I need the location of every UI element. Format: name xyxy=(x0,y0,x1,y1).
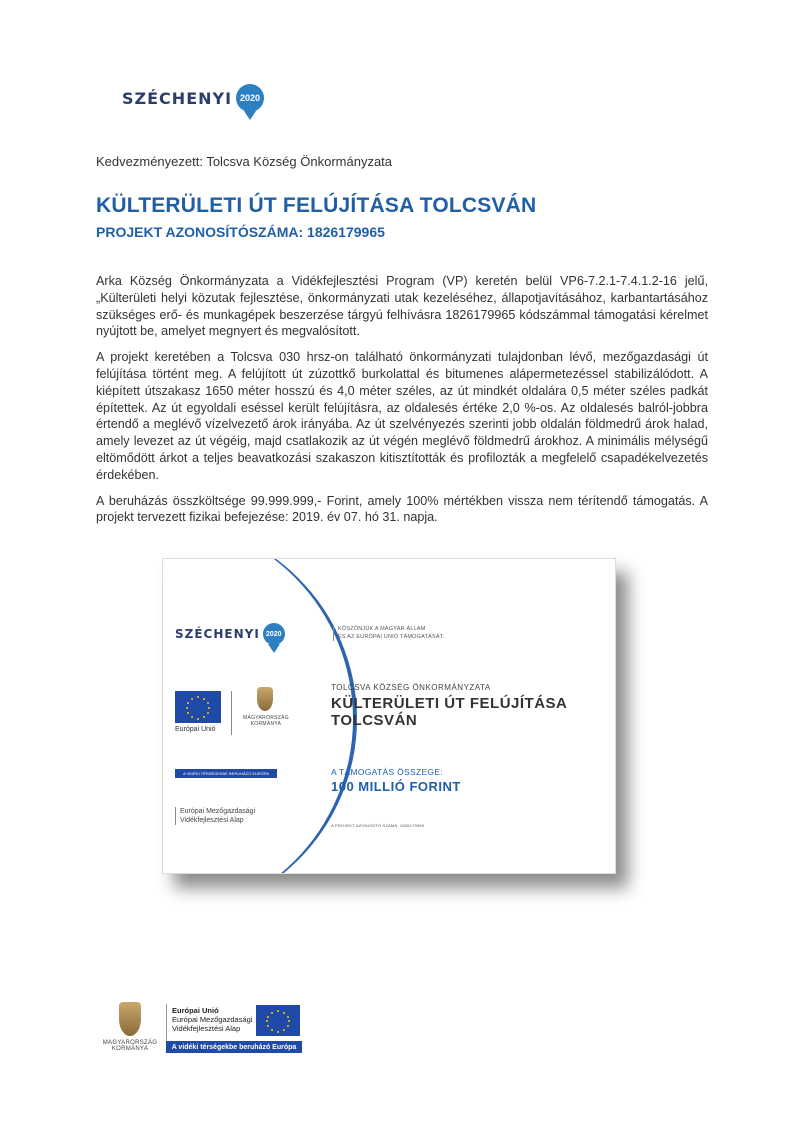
poster-title-line2: TOLCSVÁN xyxy=(331,712,418,729)
footer-eu-title: Európai Unió xyxy=(172,1006,219,1015)
poster-band: A VIDÉKI TÉRSÉGEKBE BERUHÁZÓ EURÓPA xyxy=(175,769,277,778)
poster-amount-label: A TÁMOGATÁS ÖSSZEGE: xyxy=(331,767,443,777)
szechenyi-logo xyxy=(122,84,264,112)
poster-logo-word: SZÉCHENYI xyxy=(175,627,260,641)
szechenyi-logo-word: SZÉCHENYI xyxy=(122,88,233,108)
poster-thanks xyxy=(333,625,444,641)
poster-pin-icon xyxy=(263,623,285,645)
poster-eu-label: Európai Unió xyxy=(175,726,216,733)
paragraph-project: A projekt keretében a Tolcsva 030 hrsz-on található önkormányzati tulajdonban lévő, mezőgazdasági út felújítása történt meg. A felújított út zúzottkő burkolattal és bitumenes alápermetezéssel stabilizálódott. A kiépített útszakasz 1650 méter hosszú és 4,0 méter széles, az út mindkét oldalára 0,5 méter széles padkát építettek. Az út egyoldali eséssel került felújításra, az oldalesés értéke 2,0 %-os. Az oldalesés balról-jobbra értendő a meglévő vízelvezető árok irányába. Az út szelvényezés szerinti jobb oldalán földmedrű árok halad, amely levezet az út végéig, majd csatlakozik az út végén meglévő földmedrű árokhoz. A minimális mélységű eltömődött árkot a teljes beavatkozási szakaszon kitisztították és profilozták a megfelelő csapadékelvezetés érdekében. xyxy=(96,350,708,482)
poster-gov-name xyxy=(235,715,297,727)
footer-eu-text xyxy=(172,1006,252,1033)
project-poster xyxy=(162,558,616,874)
footer-gov-line2: KORMÁNYA xyxy=(111,1046,149,1052)
footer-band: A vidéki térségekbe beruházó Európa xyxy=(166,1041,302,1053)
poster-project-id: A PROJEKT AZONOSÍTÓ SZÁMA: 1826179965 xyxy=(331,823,425,828)
footer-gov-line1: MAGYARORSZÁG xyxy=(102,1040,158,1046)
body-text xyxy=(96,273,708,535)
page-title: KÜLTERÜLETI ÚT FELÚJÍTÁSA TOLCSVÁN xyxy=(96,194,537,217)
poster-fund-line2: Vidékfejlesztési Alap xyxy=(180,817,244,824)
poster-logo-year: 2020 xyxy=(266,630,282,638)
poster-fund-block xyxy=(175,807,255,825)
poster-gov-line2: KORMÁNYA xyxy=(250,721,282,727)
footer-eu-fund2: Vidékfejlesztési Alap xyxy=(172,1024,241,1033)
eu-flag-icon xyxy=(175,691,221,723)
poster-szechenyi-logo xyxy=(175,623,285,645)
beneficiary-line: Kedvezményezett: Tolcsva Község Önkormányzata xyxy=(96,154,393,169)
szechenyi-pin-icon xyxy=(236,84,264,112)
footer-hungarian-crest-icon xyxy=(119,1002,141,1036)
paragraph-cost: A beruházás összköltsége 99.999.999,- Forint, amely 100% mértékben vissza nem térítendő támogatás. A projekt tervezett fizikai befejezése: 2019. év 07. hó 31. napja. xyxy=(96,493,708,525)
poster-amount: 100 MILLIÓ FORINT xyxy=(331,779,461,794)
poster-thanks-line1: KÖSZÖNJÜK A MAGYAR ÁLLAM xyxy=(338,626,426,632)
hungarian-crest-icon xyxy=(257,687,273,711)
poster-thanks-line2: ÉS AZ EURÓPAI UNIÓ TÁMOGATÁSÁT. xyxy=(338,634,445,640)
poster-org: TOLCSVA KÖZSÉG ÖNKORMÁNYZATA xyxy=(331,683,491,692)
footer-eu-fund1: Európai Mezőgazdasági xyxy=(172,1015,253,1024)
szechenyi-logo-year: 2020 xyxy=(240,93,261,103)
project-id: PROJEKT AZONOSÍTÓSZÁMA: 1826179965 xyxy=(96,224,385,240)
poster-title-line1: KÜLTERÜLETI ÚT FELÚJÍTÁSA xyxy=(331,695,568,712)
paragraph-intro: Arka Község Önkormányzata a Vidékfejlesztési Program (VP) keretén belül VP6-7.2.1-7.4.1.2-16 jelű, „Külterületi helyi közutak fejlesztése, önkormányzati utak kezeléséhez, állapotjavításához, karbantartásához szükséges erő- és munkagépek beszerzése tárgyú felhívásra 1826179965 kódszámmal támogatási kérelmet nyújtott be, amelyet megnyert és megvalósított. xyxy=(96,274,708,339)
poster-fund-line1: Európai Mezőgazdasági xyxy=(180,808,256,815)
poster-gov-line1: MAGYARORSZÁG xyxy=(242,715,289,721)
poster-title xyxy=(331,695,567,729)
poster-divider xyxy=(231,691,232,735)
footer-gov-name xyxy=(98,1040,162,1052)
footer-eu-flag-icon xyxy=(256,1005,300,1036)
